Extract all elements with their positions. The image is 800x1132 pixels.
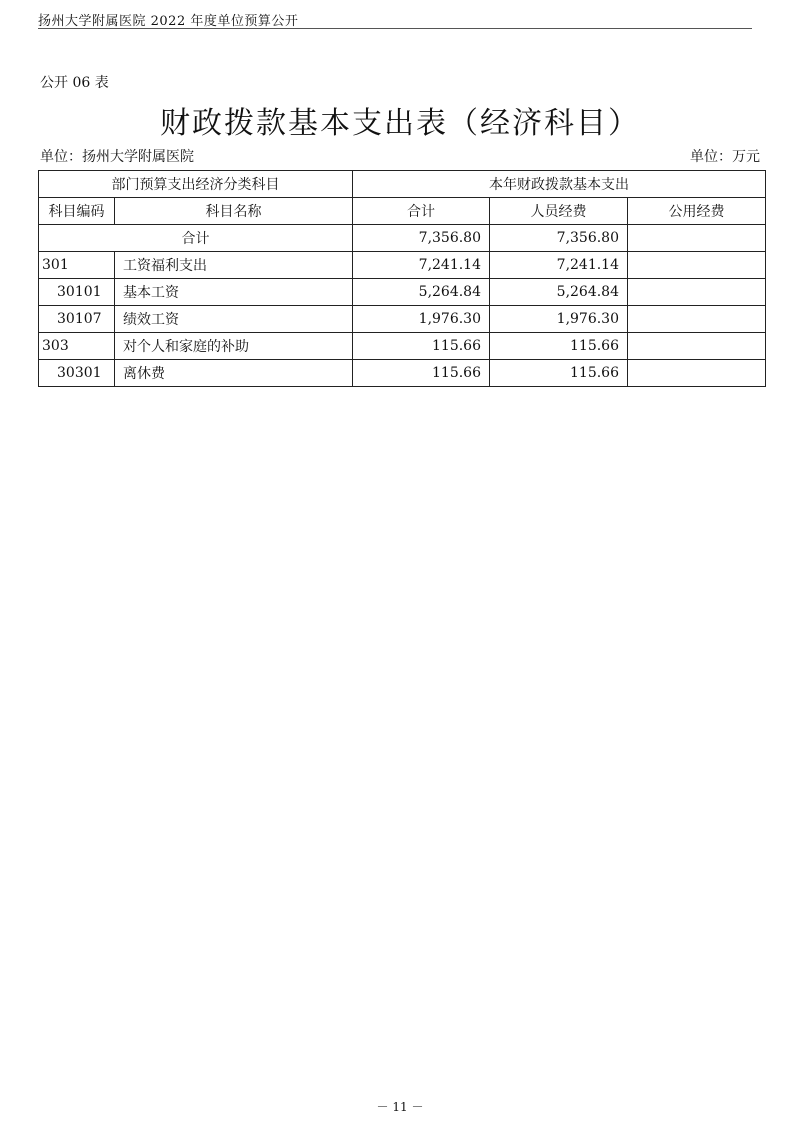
column-header-public: 公用经费: [628, 198, 766, 225]
row-name: 基本工资: [115, 279, 353, 306]
row-name: 工资福利支出: [115, 252, 353, 279]
form-number: 公开 06 表: [40, 75, 109, 91]
header-rule: [38, 28, 752, 29]
row-code: 30107: [39, 306, 115, 333]
table-row: [39, 333, 766, 360]
row-total: 115.66: [353, 360, 490, 387]
column-header-total: 合计: [353, 198, 490, 225]
row-total: 1,976.30: [353, 306, 490, 333]
group-header-economic-class: 部门预算支出经济分类科目: [39, 171, 353, 198]
row-name: 离休费: [115, 360, 353, 387]
row-public: [628, 252, 766, 279]
table-row: [39, 252, 766, 279]
row-name: 绩效工资: [115, 306, 353, 333]
row-total: 7,241.14: [353, 252, 490, 279]
row-personnel: 7,241.14: [490, 252, 628, 279]
table-row: [39, 306, 766, 333]
row-name: 对个人和家庭的补助: [115, 333, 353, 360]
row-personnel: 115.66: [490, 360, 628, 387]
group-header-basic-expenditure: 本年财政拨款基本支出: [353, 171, 766, 198]
row-public: [628, 360, 766, 387]
total-public: [628, 225, 766, 252]
row-code: 303: [39, 333, 115, 360]
total-amount: 7,356.80: [353, 225, 490, 252]
unit-measure: 单位：万元: [690, 149, 760, 165]
row-public: [628, 306, 766, 333]
row-public: [628, 333, 766, 360]
column-header-personnel: 人员经费: [490, 198, 628, 225]
page-number: － 11 －: [376, 1100, 424, 1114]
total-label: 合计: [39, 225, 353, 252]
row-total: 115.66: [353, 333, 490, 360]
group-header-row: [39, 171, 766, 198]
running-header: 扬州大学附属医院 2022 年度单位预算公开: [38, 14, 299, 29]
row-personnel: 115.66: [490, 333, 628, 360]
column-header-name: 科目名称: [115, 198, 353, 225]
row-public: [628, 279, 766, 306]
row-code: 30301: [39, 360, 115, 387]
row-total: 5,264.84: [353, 279, 490, 306]
table-row: [39, 279, 766, 306]
row-personnel: 1,976.30: [490, 306, 628, 333]
budget-table: [38, 170, 766, 387]
row-code: 301: [39, 252, 115, 279]
unit-name: 单位：扬州大学附属医院: [40, 149, 194, 165]
page-title: 财政拨款基本支出表（经济科目）: [160, 106, 640, 141]
total-personnel: 7,356.80: [490, 225, 628, 252]
table-row: [39, 360, 766, 387]
column-header-code: 科目编码: [39, 198, 115, 225]
total-row: [39, 225, 766, 252]
column-header-row: [39, 198, 766, 225]
row-code: 30101: [39, 279, 115, 306]
row-personnel: 5,264.84: [490, 279, 628, 306]
